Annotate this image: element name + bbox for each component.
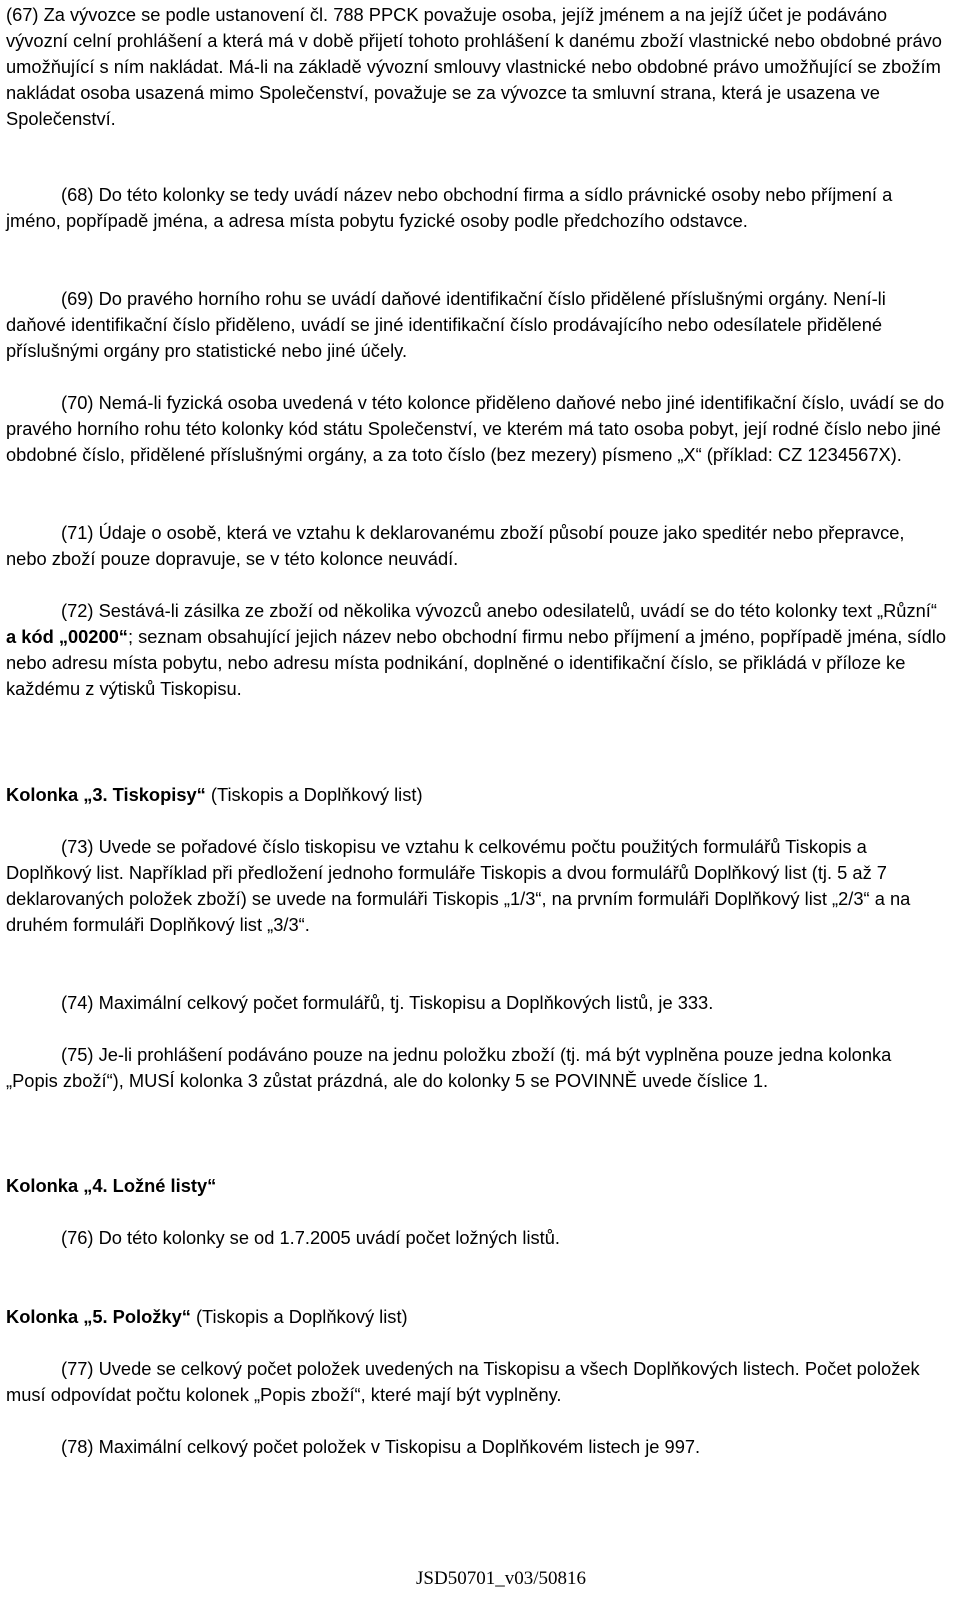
heading-kolonka-4: Kolonka „4. Ložné listy“ xyxy=(6,1175,217,1196)
paragraph-69: (69) Do pravého horního rohu se uvádí daňové identifikační číslo přidělené příslušnými orgány. Není-li daňové identifikační číslo přiděleno, uvádí se jiné identifikační číslo prodávajícího nebo odesílatele přidělené příslušnými orgány pro statistické nebo jiné účely. xyxy=(6,288,886,361)
page-footer xyxy=(6,1568,948,1590)
paragraph-73: (73) Uvede se pořadové číslo tiskopisu ve vztahu k celkovému počtu použitých formulářů Tiskopis a Doplňkový list. Například při předložení jednoho formuláře Tiskopis a dvou formulářů Doplňkový list (tj. 5 až 7 deklarovaných položek zboží) se uvede na formuláři Tiskopis „1/3“, na prvním formuláři Doplňkový list „2/3“ a na druhém formuláři Doplňkový list „3/3“. xyxy=(6,836,911,935)
paragraph-72: (72) Sestává-li zásilka ze zboží od několika vývozců anebo odesilatelů, uvádí se do této kolonky text „Různí“ a kód „00200“; seznam obsahující jejich název nebo obchodní firmu nebo příjmení a jméno, popřípadě jména, sídlo nebo adresu místa pobytu, nebo adresu místa podnikání, doplněné o identifikační číslo, se přikládá v příloze ke každému z výtisků Tiskopisu. xyxy=(6,600,947,699)
paragraph-71: (71) Údaje o osobě, která ve vztahu k deklarovanému zboží působí pouze jako speditér nebo přepravce, nebo zboží pouze dopravuje, se v této kolonce neuvádí. xyxy=(6,522,905,569)
paragraph-74: (74) Maximální celkový počet formulářů, tj. Tiskopisu a Doplňkových listů, je 333. xyxy=(61,992,714,1013)
paragraph-67: (67) Za vývozce se podle ustanovení čl. 788 PPCK považuje osoba, jejíž jménem a na jejíž účet je podáváno vývozní celní prohlášení a která má v době přijetí tohoto prohlášení k danému zboží vlastnické nebo obdobné právo umožňující s ním nakládat. Má-li na základě vývozní smlouvy vlastnické nebo obdobné právo umožňující se zbožím nakládat osoba usazená mimo Společenství, považuje se za vývozce ta smluvní strana, která je usazena ve Společenství. xyxy=(6,4,942,129)
paragraph-68: (68) Do této kolonky se tedy uvádí název nebo obchodní firma a sídlo právnické osoby nebo příjmení a jméno, popřípadě jména, a adresa místa pobytu fyzické osoby podle předchozího odstavce. xyxy=(6,184,893,231)
paragraph-77: (77) Uvede se celkový počet položek uvedených na Tiskopisu a všech Doplňkových listech. Počet položek musí odpovídat počtu kolonek „Popis zboží“, které mají být vyplněny. xyxy=(6,1358,920,1405)
paragraph-75: (75) Je-li prohlášení podáváno pouze na jednu položku zboží (tj. má být vyplněna pouze jedna kolonka „Popis zboží“), MUSÍ kolonka 3 zůstat prázdná, ale do kolonky 5 se POVINNĚ uvede číslice 1. xyxy=(6,1044,892,1091)
heading-kolonka-5: Kolonka „5. Položky“ (Tiskopis a Doplňkový list) xyxy=(6,1306,408,1327)
heading-kolonka-3: Kolonka „3. Tiskopisy“ (Tiskopis a Doplňkový list) xyxy=(6,784,423,805)
paragraph-78: (78) Maximální celkový počet položek v Tiskopisu a Doplňkovém listech je 997. xyxy=(61,1436,701,1457)
document-id: JSD50701_v03/50816 xyxy=(416,1568,586,1589)
paragraph-70: (70) Nemá-li fyzická osoba uvedená v této kolonce přiděleno daňové nebo jiné identifikační číslo, uvádí se do pravého horního rohu této kolonky kód státu Společenství, ve kterém má tato osoba pobyt, její rodné číslo nebo jiné obdobné číslo, přidělené příslušnými orgány, a za toto číslo (bez mezery) písmeno „X“ (příklad: CZ 1234567X). xyxy=(6,392,945,465)
paragraph-76: (76) Do této kolonky se od 1.7.2005 uvádí počet ložných listů. xyxy=(61,1227,560,1248)
